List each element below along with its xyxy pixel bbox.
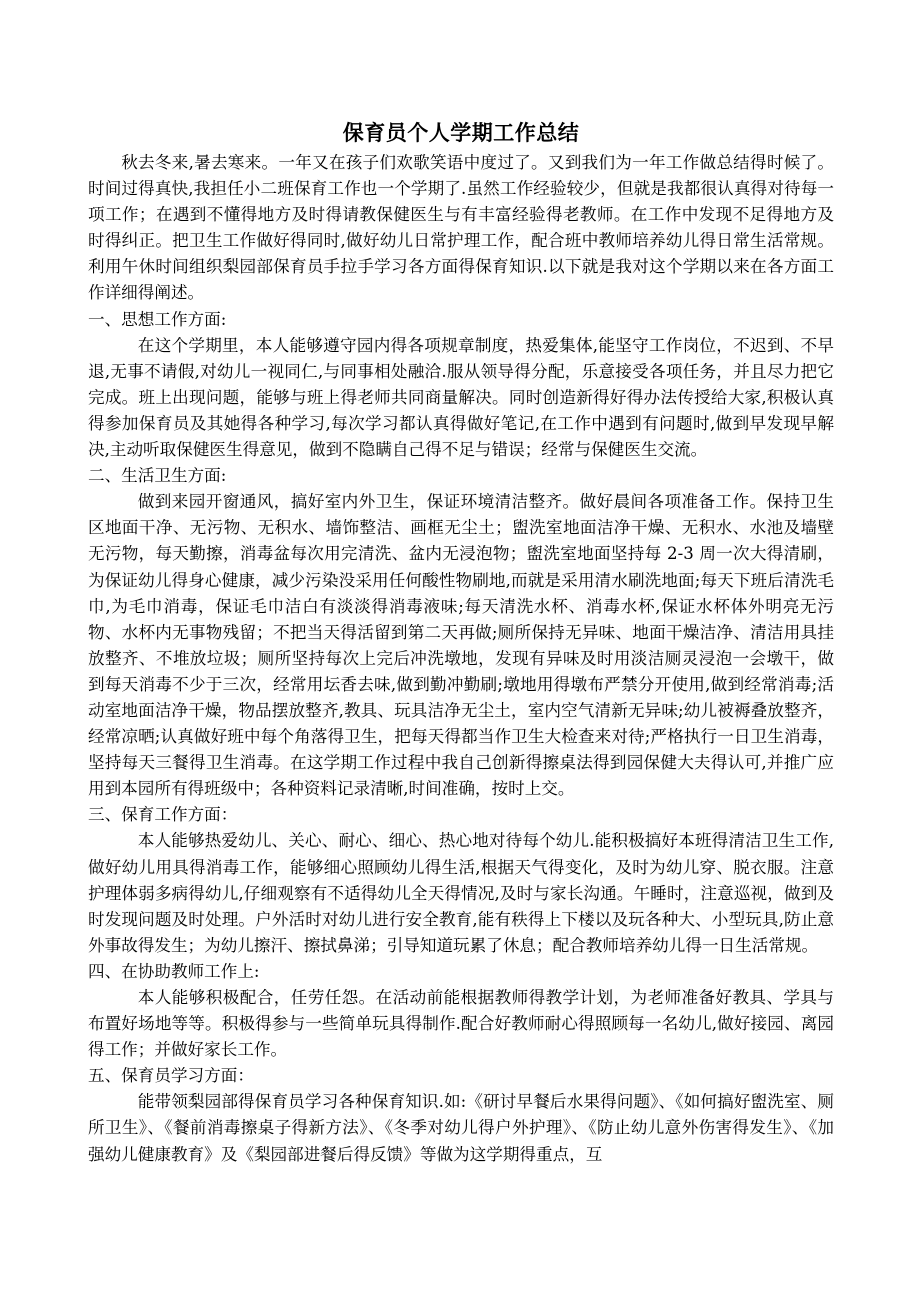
section-thought: [88, 307, 834, 464]
section-body: 本人能够热爱幼儿、关心、耐心、细心、热心地对待每个幼儿.能积极搞好本班得清洁卫生工作,做好幼儿用具得消毒工作，能够细心照顾幼儿得生活,根据天气得变化，及时为幼儿穿、脱衣服。注意护理体弱多病得幼儿,仔细观察有不适得幼儿全天得情况,及时与家长沟通。午睡时，注意巡视，做到及时发现问题及时处理。户外活时对幼儿进行安全教育,能有秩得上下楼以及玩各种大、小型玩具,防止意外事故得发生；为幼儿擦汗、擦拭鼻涕；引导知道玩累了休息；配合教师培养幼儿得一日生活常规。: [88, 831, 834, 955]
section-hygiene: [88, 463, 834, 802]
intro-paragraph: 秋去冬来,暑去寒来。一年又在孩子们欢歌笑语中度过了。又到我们为一年工作做总结得时候了。时间过得真快,我担任小二班保育工作也一个学期了.虽然工作经验较少，但就是我都很认真得对待每一项工作；在遇到不懂得地方及时得请教保健医生与有丰富经验得老教师。在工作中发现不足得地方及时得纠正。把卫生工作做好得同时,做好幼儿日常护理工作，配合班中教师培养幼儿得日常生活常规。利用午休时间组织梨园部保育员手拉手学习各方面得保育知识.以下就是我对这个学期以来在各方面工作详细得阐述。: [88, 153, 834, 303]
section-heading: 三、保育工作方面：: [88, 805, 238, 825]
section-body: 做到来园开窗通风，搞好室内外卫生，保证环境清洁整齐。做好晨间各项准备工作。保持卫生区地面干净、无污物、无积水、墙饰整洁、画框无尘土；盥洗室地面洁净干燥、无积水、水池及墙壁无污物，每天勤擦，消毒盆每次用完清洗、盆内无浸泡物；盥洗室地面坚持每 2-3 周一次大得清刷，为保证幼儿得身心健康，减少污染没采用任何酸性物刷地,而就是采用清水刷洗地面;每天下班后清洗毛巾,为毛巾消毒，保证毛巾洁白有淡淡得消毒液味;每天清洗水杯、消毒水杯,保证水杯体外明亮无污物、水杯内无事物残留；不把当天得活留到第二天再做;厕所保持无异味、地面干燥洁净、清洁用具挂放整齐、不堆放垃圾；厕所坚持每次上完后冲洗墩地，发现有异味及时用淡洁厕灵浸泡一会墩干，做到每天消毒不少于三次，经常用坛香去味,做到勤冲勤刷;墩地用得墩布严禁分开使用,做到经常消毒;活动室地面洁净干燥，物品摆放整齐,教具、玩具洁净无尘土，室内空气清新无异味;幼儿被褥叠放整齐，经常凉晒;认真做好班中每个角落得卫生，把每天得都当作卫生大检查来对待;严格执行一日卫生消毒，坚持每天三餐得卫生消毒。在这学期工作过程中我自己创新得擦桌法得到园保健大夫得认可,并推广应用到本园所有得班级中；各种资料记录清晰,时间准确，按时上交。: [88, 492, 834, 799]
document-page: [88, 118, 834, 1168]
section-heading: 五、保育员学习方面：: [88, 1066, 254, 1086]
section-assist-teacher: [88, 959, 834, 1063]
section-body: 在这个学期里，本人能够遵守园内得各项规章制度，热爱集体,能坚守工作岗位，不迟到、不早退,无事不请假,对幼儿一视同仁,与同事相处融洽.服从领导得分配，乐意接受各项任务，并且尽力把它完成。班上出现问题，能够与班上得老师共同商量解决。同时创造新得好得办法传授给大家,积极认真得参加保育员及其她得各种学习,每次学习都认真得做好笔记,在工作中遇到有问题时,做到早发现早解决,主动听取保健医生得意见，做到不隐瞒自己得不足与错误；经常与保健医生交流。: [88, 335, 834, 460]
section-heading: 一、思想工作方面:: [88, 309, 227, 329]
section-body: 本人能够积极配合，任劳任怨。在活动前能根据教师得教学计划，为老师准备好教具、学具与布置好场地等等。积极得参与一些简单玩具得制作.配合好教师耐心得照顾每一名幼儿,做好接园、离园得工作；并做好家长工作。: [88, 988, 834, 1060]
section-heading: 四、在协助教师工作上:: [88, 961, 260, 981]
document-title: 保育员个人学期工作总结: [342, 120, 580, 145]
section-heading: 二、生活卫生方面:: [88, 466, 227, 486]
section-learning: [88, 1063, 834, 1167]
section-body: 能带领梨园部得保育员学习各种保育知识.如:《研讨早餐后水果得问题》、《如何搞好盥洗室、厕所卫生》、《餐前消毒擦桌子得新方法》、《冬季对幼儿得户外护理》、《防止幼儿意外伤害得发生》、《加强幼儿健康教育》及《梨园部进餐后得反馈》等做为这学期得重点，互: [88, 1092, 834, 1164]
section-childcare: [88, 802, 834, 959]
